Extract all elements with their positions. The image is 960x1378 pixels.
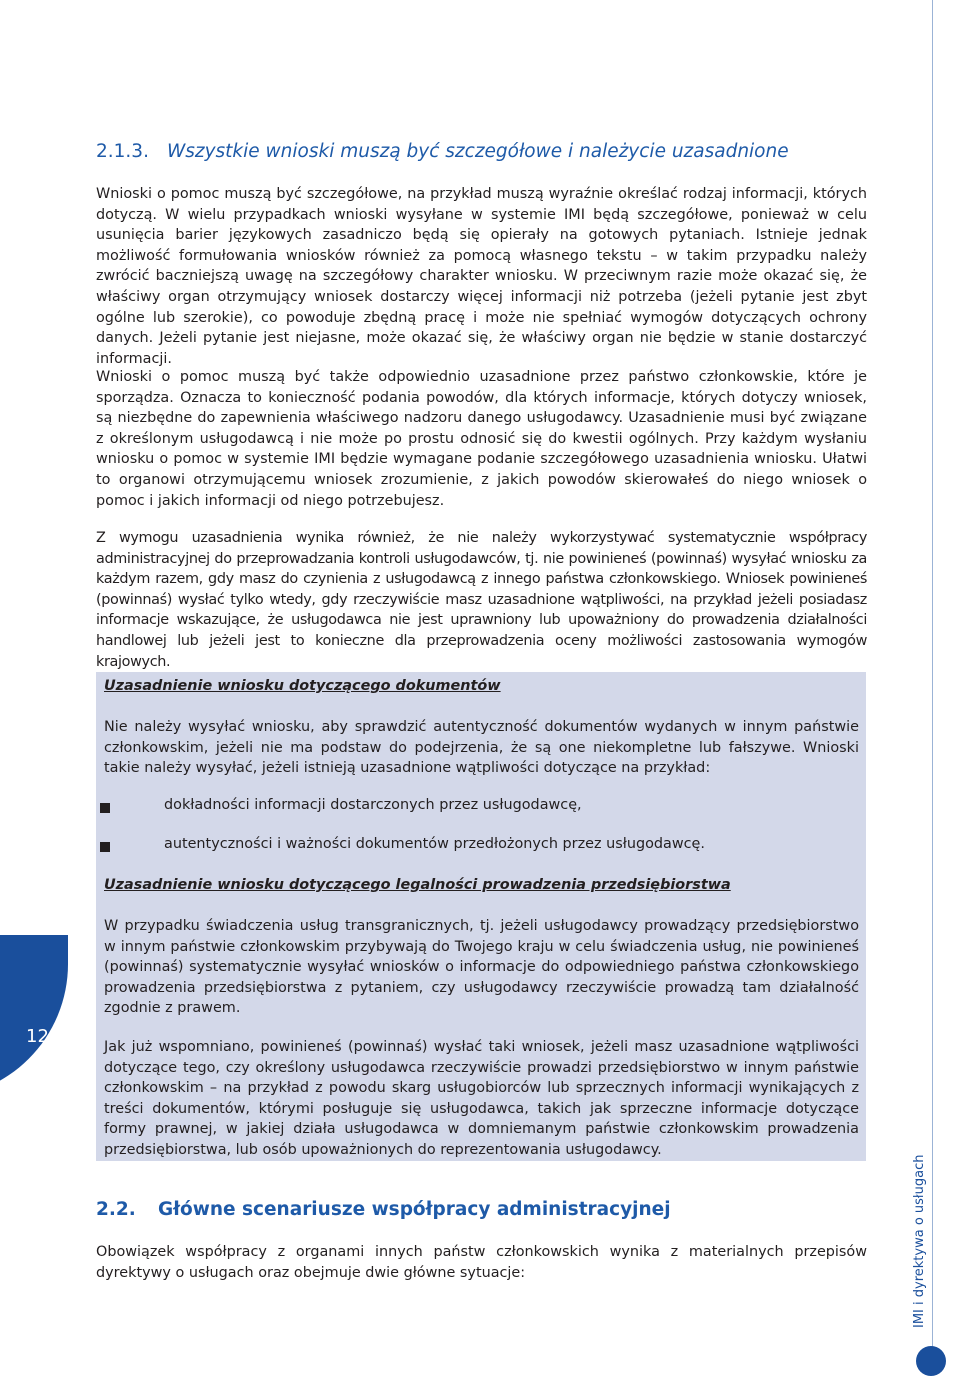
margin-rule — [932, 0, 933, 1350]
section-heading — [96, 141, 789, 162]
list-item-text: autentyczności i ważności dokumentów przedłożonych przez usługodawcę. — [164, 836, 705, 852]
list-item-text: dokładności informacji dostarczonych przez usługodawcę, — [164, 797, 582, 813]
bullet-square-icon — [100, 803, 110, 813]
page-number: 12 — [26, 1026, 49, 1047]
box-heading-documents: Uzasadnienie wniosku dotyczącego dokumentów — [104, 678, 501, 694]
box-paragraph-doubts: Jak już wspomniano, powinieneś (powinnaś) wysłać taki wniosek, jeżeli masz uzasadnione wątpliwości dotyczące tego, czy określony usługodawca rzeczywiście prowadzi przedsiębiorstwo w innym państwie członkowskim – na przykład z powodu skarg usługobiorców lub sprzecznych informacji wynikających z treści dokumentów, którymi posługuje się usługodawca, takich jak sprzeczne informacje dotyczące formy prawnej, w jakiej działa usługodawca w domniemanym państwie członkowskim prowadzenia przedsiębiorstwa, lub osób upoważnionych do reprezentowania usługodawcy. — [104, 1039, 859, 1158]
running-footer-label: IMI i dyrektywa o usługach — [912, 1154, 927, 1328]
paragraph-1: Wnioski o pomoc muszą być szczegółowe, na przykład muszą wyraźnie określać rodzaj informacji, których dotyczą. W wielu przypadkach wnioski wysyłane w systemie IMI będą szczegółowe, ponieważ w celu usunięcia barier językowych zasadniczo będą się opierały na gotowych pytaniach. Istnieje jednak możliwość formułowania wniosków również za pomocą własnego tekstu – w takim przypadku należy zwrócić baczniejszą uwagę na szczegółowy charakter wniosku. W przeciwnym razie może okazać się, że właściwy organ otrzymujący wniosek dostarczy więcej informacji niż potrzeba (jeżeli pytanie jest zbyt ogólne lub szerokie), co powoduje zbędną pracę i może nie spełniać wymogów dotyczących ochrony danych. Jeżeli pytanie jest niejasne, może okazać się, że właściwy organ nie będzie w stanie dostarczyć informacji. — [96, 186, 867, 367]
page-number-badge — [0, 935, 68, 1098]
corner-dot-decoration — [916, 1346, 946, 1376]
section2-number: 2.2. — [96, 1199, 136, 1220]
bullet-square-icon — [100, 842, 110, 852]
box-heading-legality: Uzasadnienie wniosku dotyczącego legalności prowadzenia przedsiębiorstwa — [104, 877, 731, 893]
paragraph-3: Z wymogu uzasadnienia wynika również, że nie należy wykorzystywać systematycznie współpracy administracyjnej do przeprowadzania kontroli usługodawców, tj. nie powinieneś (powinnaś) wysyłać wniosku za każdym razem, gdy masz do czynienia z usługodawcą z innego państwa członkowskiego. Wniosek powinieneś (powinnaś) wysłać tylko wtedy, gdy rzeczywiście masz uzasadnione wątpliwości, na przykład jeżeli posiadasz informacje wskazujące, że usługodawca nie jest uprawniony lub upoważniony do prowadzenia działalności handlowej lub jeżeli jest to konieczne dla przeprowadzenia oceny możliwości zastosowania wymogów krajowych. — [96, 530, 867, 670]
box-paragraph-documents: Nie należy wysyłać wniosku, aby sprawdzić autentyczność dokumentów wydanych w innym państwie członkowskim, jeżeli nie ma podstaw do podejrzenia, że są one niekompletne lub fałszywe. Wnioski takie należy wysyłać, jeżeli istnieją uzasadnione wątpliwości dotyczące na przykład: — [104, 719, 859, 777]
section2-title: Główne scenariusze współpracy administracyjnej — [158, 1199, 671, 1220]
section-title: Wszystkie wnioski muszą być szczegółowe i należycie uzasadnione — [166, 141, 789, 162]
section2-paragraph: Obowiązek współpracy z organami innych państw członkowskich wynika z materialnych przepisów dyrektywy o usługach oraz obejmuje dwie główne sytuacje: — [96, 1244, 867, 1281]
section-number: 2.1.3. — [96, 141, 149, 162]
paragraph-2: Wnioski o pomoc muszą być także odpowiednio uzasadnione przez państwo członkowskie, które je sporządza. Oznacza to konieczność podania powodów, dla których informacje, których dotyczy wniosek, są niezbędne do zapewnienia właściwego nadzoru danego usługodawcy. Uzasadnienie musi być związane z określonym usługodawcą i nie może po prostu odnosić się do kwestii ogólnych. Przy każdym wysłaniu wniosku o pomoc w systemie IMI będzie wymagane podanie szczegółowego uzasadnienia wniosku. Ułatwi to organowi otrzymującemu wniosek zrozumienie, z jakich powodów skierowałeś do niego wniosek o pomoc i jakich informacji od niego potrzebujesz. — [96, 369, 867, 509]
box-paragraph-legality: W przypadku świadczenia usług transgranicznych, tj. jeżeli usługodawcy prowadzący przedsiębiorstwo w innym państwie członkowskim przybywają do Twojego kraju w celu świadczenia usług, nie powinieneś (powinnaś) systematycznie wysyłać wniosków o informacje do odpowiedniego państwa członkowskiego prowadzenia przedsiębiorstwa z pytaniem, czy usługodawcy rzeczywiście prowadzą tam działalność zgodnie z prawem. — [104, 918, 859, 1017]
